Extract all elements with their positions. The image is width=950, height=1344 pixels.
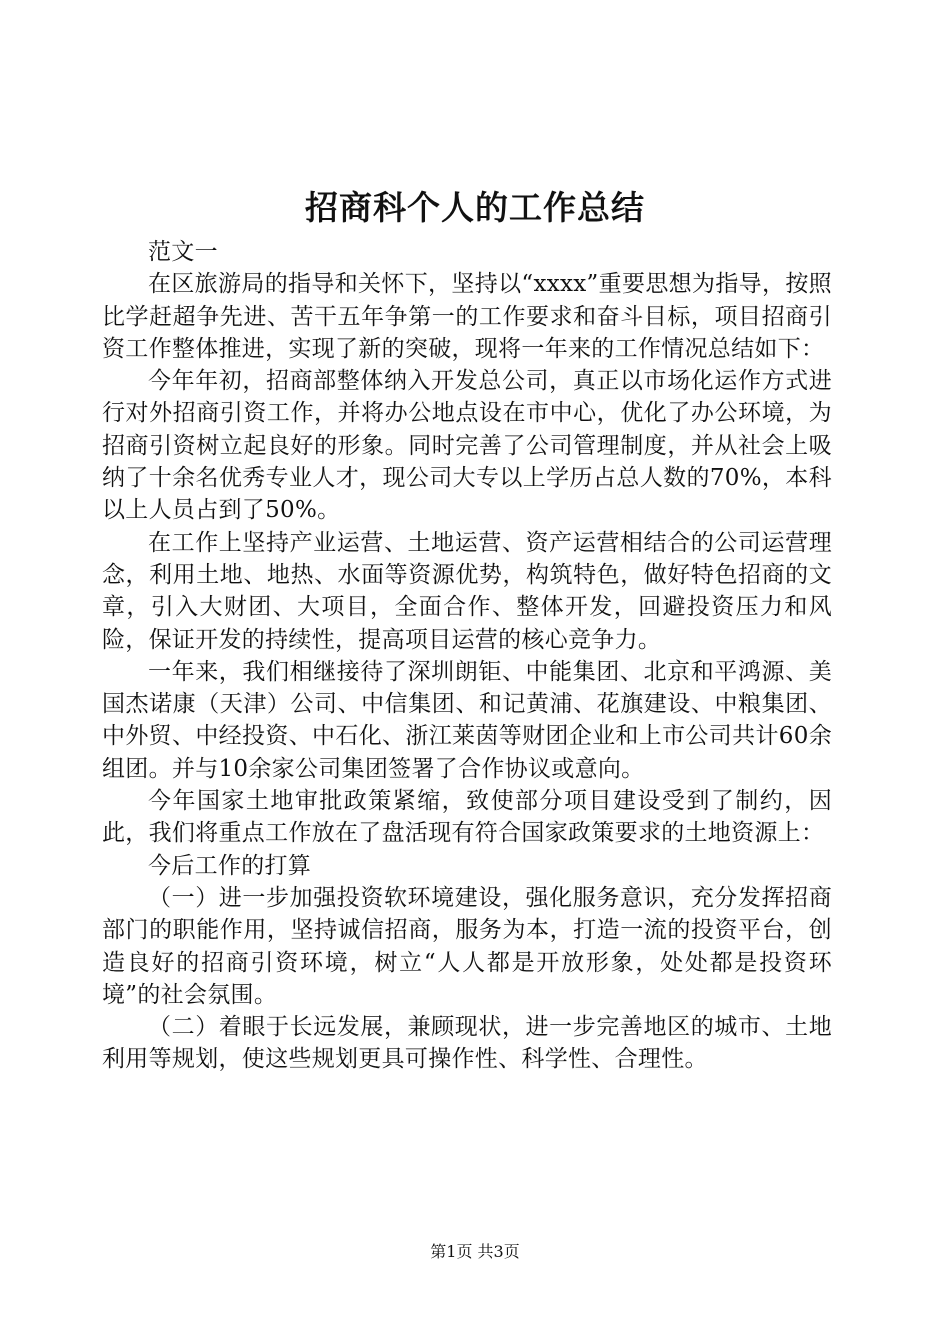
paragraph-plan-one: （一）进一步加强投资软环境建设，强化服务意识，充分发挥招商部门的职能作用，坚持诚信招商，服务为本，打造一流的投资平台，创造良好的招商引资环境，树立“人人都是开放形象，处处都是投资环境”的社会氛围。 — [102, 884, 832, 1008]
paragraph-sample-label: 范文一 — [148, 239, 218, 265]
paragraph-visitors: 一年来，我们相继接待了深圳朗钜、中能集团、北京和平鸿源、美国杰诺康（天津）公司、中信集团、和记黄浦、花旗建设、中粮集团、中外贸、中经投资、中石化、浙江莱茵等财团企业和上市公司共计60余组团。并与10余家公司集团签署了合作协议或意向。 — [102, 658, 832, 782]
paragraph-future-plans-heading: 今后工作的打算 — [148, 852, 312, 879]
page-number-footer: 第1页 共3页 — [430, 1242, 520, 1261]
paragraph-company-structure: 今年年初，招商部整体纳入开发总公司，真正以市场化运作方式进行对外招商引资工作，并将办公地点设在市中心，优化了办公环境，为招商引资树立起良好的形象。同时完善了公司管理制度，并从社会上吸纳了十余名优秀专业人才，现公司大专以上学历占总人数的70%，本科以上人员占到了50%。 — [102, 368, 832, 524]
document-title: 招商科个人的工作总结 — [305, 188, 645, 227]
paragraph-intro: 在区旅游局的指导和关怀下，坚持以“xxxx”重要思想为指导，按照比学赶超争先进、苦干五年争第一的工作要求和奋斗目标，项目招商引资工作整体推进，实现了新的突破，现将一年来的工作情况总结如下： — [102, 271, 832, 362]
paragraph-land-policy: 今年国家土地审批政策紧缩，致使部分项目建设受到了制约，因此，我们将重点工作放在了盘活现有符合国家政策要求的土地资源上： — [102, 788, 832, 847]
paragraph-plan-two: （二）着眼于长远发展，兼顾现状，进一步完善地区的城市、土地利用等规划，使这些规划更具可操作性、科学性、合理性。 — [102, 1014, 832, 1073]
paragraph-operating-concept: 在工作上坚持产业运营、土地运营、资产运营相结合的公司运营理念，利用土地、地热、水面等资源优势，构筑特色，做好特色招商的文章，引入大财团、大项目，全面合作、整体开发，回避投资压力和风险，保证开发的持续性，提高项目运营的核心竞争力。 — [102, 529, 832, 653]
document-body — [102, 236, 832, 1076]
